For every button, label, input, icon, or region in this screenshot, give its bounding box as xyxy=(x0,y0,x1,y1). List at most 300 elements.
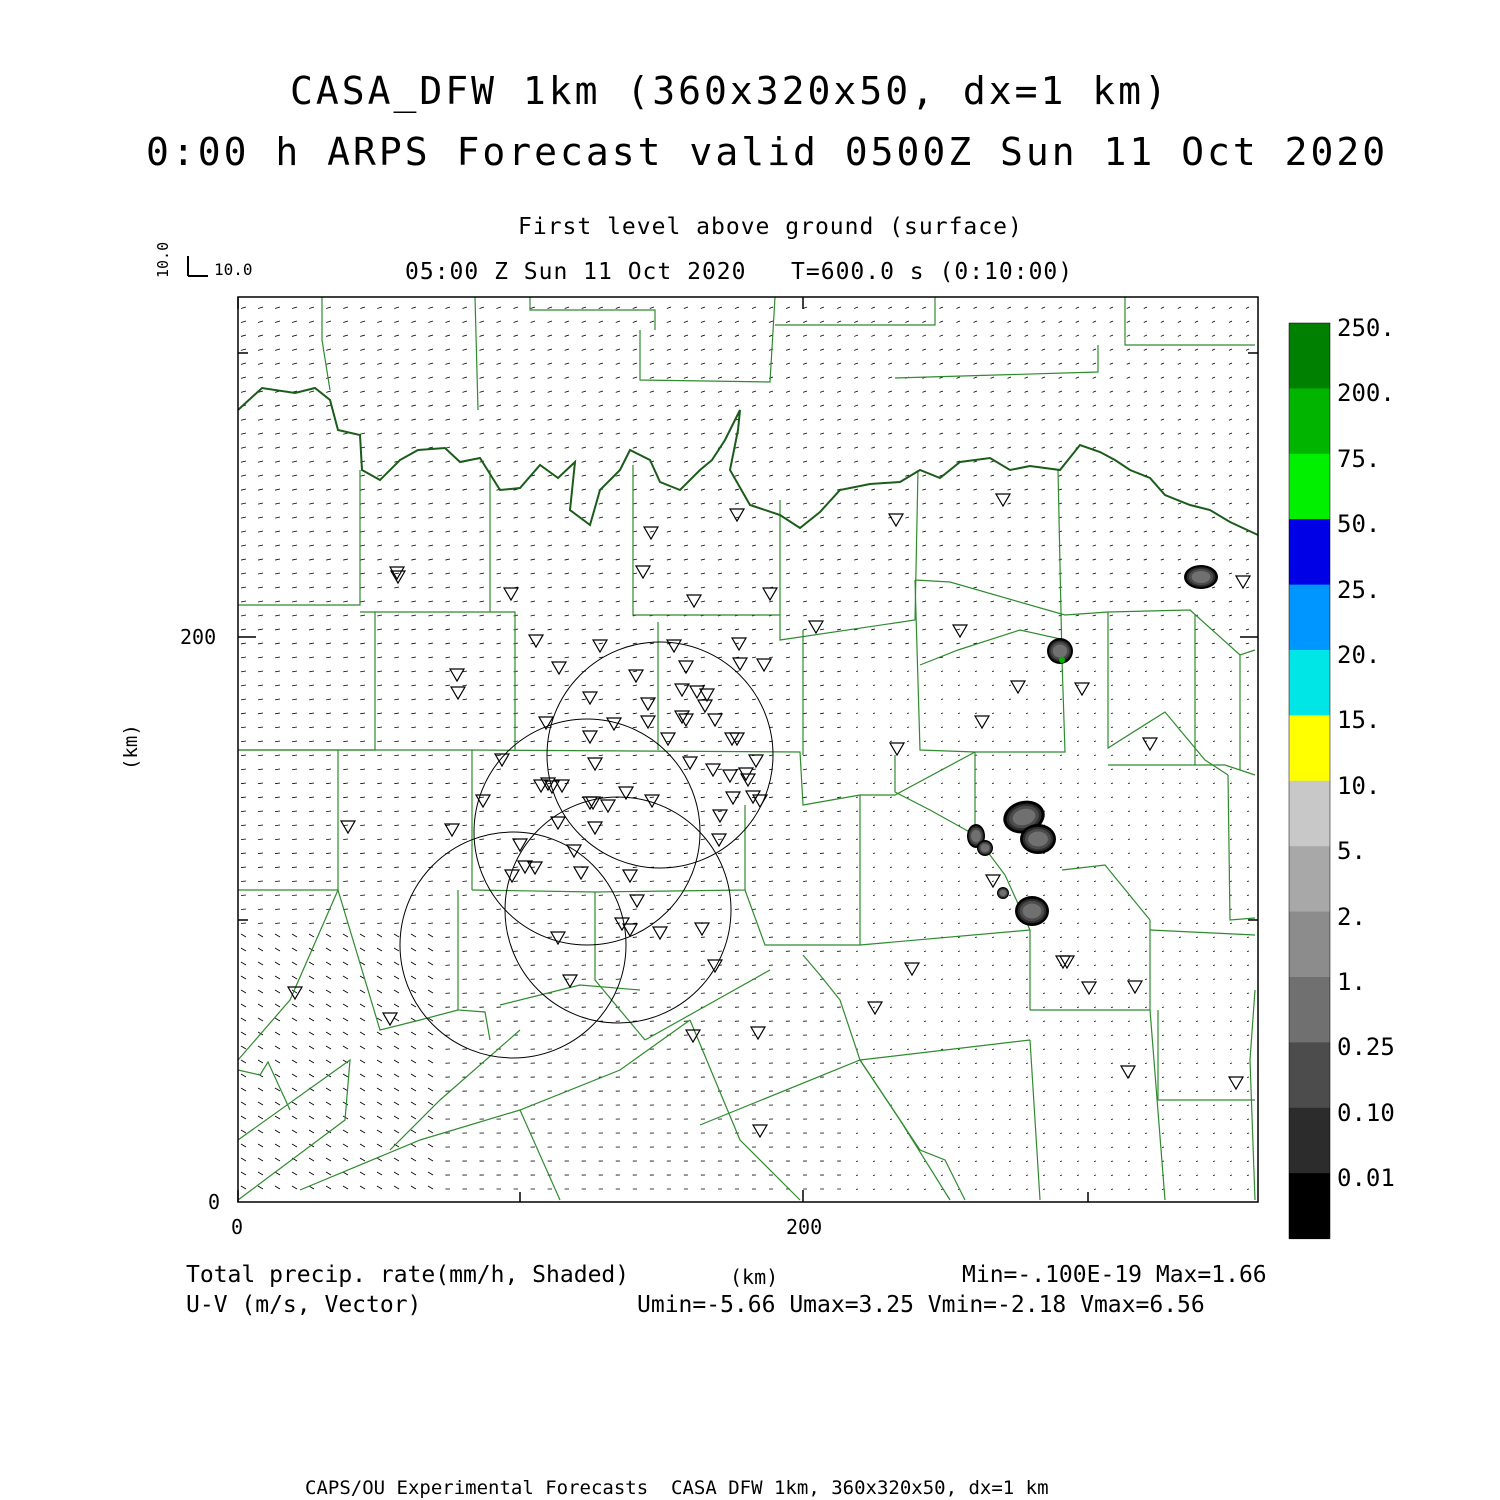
wind-vector xyxy=(292,685,297,686)
wind-vector xyxy=(1077,811,1079,812)
wind-vector xyxy=(924,993,926,994)
wind-vector xyxy=(1212,405,1215,406)
wind-vector xyxy=(992,951,994,952)
wind-vector xyxy=(258,307,263,308)
wind-vector xyxy=(1179,1021,1181,1022)
wind-vector xyxy=(975,1105,977,1106)
wind-vector xyxy=(1128,1091,1130,1092)
wind-vector xyxy=(582,699,586,700)
wind-vector xyxy=(803,377,807,378)
wind-vector xyxy=(1161,643,1164,644)
wind-vector xyxy=(343,433,348,434)
wind-vector xyxy=(958,797,960,798)
wind-vector xyxy=(565,769,569,770)
wind-vector xyxy=(958,727,960,728)
legend-field-precip: Total precip. rate(mm/h, Shaded) xyxy=(186,1262,630,1288)
wind-vector xyxy=(1196,867,1198,868)
wind-vector xyxy=(428,643,433,644)
wind-vector xyxy=(462,601,467,602)
wind-vector xyxy=(1246,559,1249,560)
wind-vector xyxy=(752,363,756,364)
wind-vector xyxy=(820,559,824,560)
wind-vector xyxy=(1128,951,1130,952)
wind-vector xyxy=(241,517,246,518)
wind-vector xyxy=(411,755,416,756)
wind-vector xyxy=(326,433,331,434)
wind-vector xyxy=(990,573,994,574)
wind-vector xyxy=(1179,811,1181,812)
wind-vector xyxy=(1128,1175,1130,1176)
wind-vector xyxy=(939,573,943,574)
wind-vector xyxy=(1042,461,1045,462)
wind-vector xyxy=(479,419,484,420)
wind-vector xyxy=(1059,391,1062,392)
wind-vector xyxy=(905,587,909,588)
wind-vector xyxy=(956,335,960,336)
wind-vector xyxy=(411,881,416,882)
wind-vector xyxy=(888,405,892,406)
wind-vector xyxy=(394,419,399,420)
wind-vector xyxy=(684,321,688,322)
wind-vector xyxy=(718,727,722,728)
wind-vector xyxy=(565,545,569,546)
wind-vector xyxy=(411,1004,416,1007)
wind-vector xyxy=(820,573,824,574)
wind-vector xyxy=(292,1004,297,1007)
wind-vector xyxy=(752,307,756,308)
wind-vector xyxy=(1246,307,1249,308)
wind-vector xyxy=(1094,1147,1096,1148)
wind-vector xyxy=(973,531,977,532)
wind-vector xyxy=(650,839,654,840)
wind-vector xyxy=(565,657,569,658)
wind-vector xyxy=(479,433,484,434)
wind-vector xyxy=(531,503,535,504)
wind-vector xyxy=(890,1035,892,1036)
wind-vector xyxy=(1127,517,1130,518)
station-marker xyxy=(1236,576,1250,588)
wind-vector xyxy=(1111,923,1113,924)
wind-vector xyxy=(905,419,909,420)
station-marker xyxy=(529,635,543,647)
wind-vector xyxy=(701,405,705,406)
wind-vector xyxy=(684,489,688,490)
wind-vector xyxy=(1144,391,1147,392)
wind-vector xyxy=(616,769,620,770)
wind-vector xyxy=(1009,1175,1011,1176)
wind-vector xyxy=(975,1021,977,1022)
station-marker xyxy=(732,638,746,650)
wind-vector xyxy=(873,965,875,966)
wind-vector xyxy=(871,573,875,574)
wind-vector xyxy=(1026,965,1028,966)
station-marker xyxy=(588,758,602,770)
wind-vector xyxy=(803,671,807,672)
wind-vector xyxy=(837,783,841,784)
wind-vector xyxy=(1230,853,1232,854)
wind-vector xyxy=(1230,713,1232,714)
wind-vector xyxy=(428,1060,433,1063)
wind-vector xyxy=(360,1116,365,1119)
wind-vector xyxy=(1196,1133,1198,1134)
wind-vector xyxy=(975,1147,977,1148)
wind-vector xyxy=(377,405,382,406)
wind-vector xyxy=(992,727,994,728)
wind-vector xyxy=(582,783,586,784)
wind-vector xyxy=(1162,979,1164,980)
wind-vector xyxy=(1026,993,1028,994)
wind-vector xyxy=(752,419,756,420)
wind-vector xyxy=(360,657,365,658)
wind-vector xyxy=(565,853,569,854)
wind-vector xyxy=(275,853,280,854)
wind-vector xyxy=(1026,727,1028,728)
wind-vector xyxy=(531,531,535,532)
wind-vector xyxy=(924,1091,926,1092)
wind-vector xyxy=(1110,643,1113,644)
wind-vector xyxy=(803,797,807,798)
wind-vector xyxy=(1162,1091,1164,1092)
wind-vector xyxy=(803,545,807,546)
wind-vector xyxy=(1128,685,1130,686)
wind-vector xyxy=(360,475,365,476)
wind-vector xyxy=(718,335,722,336)
wind-vector xyxy=(752,559,756,560)
wind-vector xyxy=(650,475,654,476)
wind-vector xyxy=(1212,447,1215,448)
wind-vector xyxy=(701,741,705,742)
wind-vector xyxy=(941,923,943,924)
wind-vector xyxy=(718,839,722,840)
wind-vector xyxy=(241,307,246,308)
wind-vector xyxy=(718,853,722,854)
wind-vector xyxy=(309,713,314,714)
wind-vector xyxy=(411,307,416,308)
wind-vector xyxy=(1093,531,1096,532)
wind-vector xyxy=(343,447,348,448)
wind-vector xyxy=(1213,769,1215,770)
wind-vector xyxy=(1229,489,1232,490)
wind-vector xyxy=(582,503,586,504)
wind-vector xyxy=(479,657,484,658)
wind-vector xyxy=(1247,1091,1249,1092)
wind-vector xyxy=(1111,1161,1113,1162)
wind-vector xyxy=(428,853,433,854)
wind-vector xyxy=(360,307,365,308)
wind-vector xyxy=(1026,783,1028,784)
wind-vector xyxy=(1162,881,1164,882)
wind-vector xyxy=(616,349,620,350)
wind-vector xyxy=(837,433,841,434)
wind-vector xyxy=(599,727,603,728)
wind-vector xyxy=(890,839,892,840)
wind-vector xyxy=(1093,405,1096,406)
county-line xyxy=(390,1030,520,1150)
wind-vector xyxy=(786,811,790,812)
wind-vector xyxy=(854,433,858,434)
wind-vector xyxy=(360,1018,365,1021)
wind-vector xyxy=(445,797,450,798)
wind-vector xyxy=(497,363,501,364)
county-line xyxy=(1030,1040,1040,1200)
subtitle-level: First level above ground (surface) xyxy=(518,214,1023,240)
wind-vector xyxy=(837,685,841,686)
wind-vector xyxy=(907,1077,909,1078)
wind-vector xyxy=(769,559,773,560)
wind-vector xyxy=(769,671,773,672)
wind-vector xyxy=(873,993,875,994)
wind-vector xyxy=(360,853,365,854)
wind-vector xyxy=(1111,909,1113,910)
wind-vector xyxy=(326,531,331,532)
wind-vector xyxy=(258,1186,263,1189)
wind-vector xyxy=(992,797,994,798)
wind-vector xyxy=(479,713,484,714)
wind-vector xyxy=(377,503,382,504)
wind-vector xyxy=(718,517,722,518)
wind-vector xyxy=(531,349,535,350)
wind-vector xyxy=(701,895,705,896)
wind-vector xyxy=(343,489,348,490)
wind-vector xyxy=(343,377,348,378)
wind-vector xyxy=(343,643,348,644)
wind-vector xyxy=(820,685,824,686)
wind-vector xyxy=(1094,671,1096,672)
wind-vector xyxy=(241,489,246,490)
wind-vector xyxy=(1213,1119,1215,1120)
wind-vector xyxy=(411,1172,416,1175)
wind-vector xyxy=(939,447,943,448)
wind-vector xyxy=(1060,1035,1062,1036)
wind-vector xyxy=(1178,503,1181,504)
wind-vector xyxy=(292,433,297,434)
wind-vector xyxy=(582,559,586,560)
wind-vector xyxy=(1127,391,1130,392)
wind-vector xyxy=(856,741,858,742)
wind-vector xyxy=(1247,1077,1249,1078)
wind-vector xyxy=(445,349,450,350)
wind-vector xyxy=(820,503,824,504)
wind-vector xyxy=(684,601,688,602)
wind-vector xyxy=(292,1102,297,1105)
wind-vector xyxy=(1025,363,1028,364)
wind-vector xyxy=(939,363,943,364)
wind-vector xyxy=(1230,1119,1232,1120)
wind-vector xyxy=(1127,573,1130,574)
wind-vector xyxy=(650,825,654,826)
wind-vector xyxy=(856,1007,858,1008)
wind-vector xyxy=(941,1119,943,1120)
wind-vector xyxy=(1111,741,1113,742)
wind-vector xyxy=(1094,895,1096,896)
wind-vector xyxy=(1008,475,1011,476)
wind-vector xyxy=(292,1032,297,1035)
wind-vector xyxy=(924,713,926,714)
wind-vector xyxy=(786,321,790,322)
wind-vector xyxy=(565,671,569,672)
wind-vector xyxy=(667,559,671,560)
wind-vector xyxy=(633,391,637,392)
wind-vector xyxy=(497,321,501,322)
wind-vector xyxy=(1230,685,1232,686)
station-marker xyxy=(687,595,701,607)
wind-vector xyxy=(326,321,331,322)
wind-vector xyxy=(241,1172,246,1175)
wind-vector xyxy=(309,990,314,993)
wind-vector xyxy=(394,934,399,937)
wind-vector xyxy=(907,909,909,910)
wind-vector xyxy=(428,1172,433,1175)
wind-vector xyxy=(922,419,926,420)
wind-vector xyxy=(462,895,467,896)
wind-vector xyxy=(275,1060,280,1063)
wind-vector xyxy=(992,965,994,966)
wind-vector xyxy=(873,741,875,742)
wind-vector xyxy=(1076,363,1079,364)
wind-vector xyxy=(462,335,467,336)
wind-vector xyxy=(1179,783,1181,784)
colorbar-segment xyxy=(1289,977,1330,1043)
wind-vector xyxy=(956,559,960,560)
wind-vector xyxy=(241,447,246,448)
wind-vector xyxy=(769,811,773,812)
wind-vector xyxy=(360,1060,365,1063)
wind-vector xyxy=(701,629,705,630)
wind-vector xyxy=(462,615,467,616)
wind-vector xyxy=(888,573,892,574)
wind-vector xyxy=(377,853,382,854)
wind-vector xyxy=(735,461,739,462)
wind-vector xyxy=(1161,629,1164,630)
wind-vector xyxy=(292,489,297,490)
wind-vector xyxy=(769,839,773,840)
wind-vector xyxy=(241,825,246,826)
wind-vector xyxy=(1230,1049,1232,1050)
wind-vector xyxy=(1060,1077,1062,1078)
wind-vector xyxy=(992,1021,994,1022)
wind-vector xyxy=(1111,1035,1113,1036)
wind-vector xyxy=(428,573,433,574)
wind-vector xyxy=(1059,489,1062,490)
wind-vector xyxy=(1195,601,1198,602)
wind-vector xyxy=(275,1046,280,1049)
county-line xyxy=(803,955,965,1200)
wind-vector xyxy=(1229,503,1232,504)
wind-vector xyxy=(1077,769,1079,770)
wind-vector xyxy=(1094,713,1096,714)
wind-vector xyxy=(292,545,297,546)
wind-vector xyxy=(1213,993,1215,994)
wind-vector xyxy=(1246,573,1249,574)
wind-vector xyxy=(326,727,331,728)
wind-vector xyxy=(292,629,297,630)
wind-vector xyxy=(735,755,739,756)
wind-vector xyxy=(718,545,722,546)
wind-vector xyxy=(803,461,807,462)
station-marker xyxy=(757,659,771,671)
wind-vector xyxy=(650,447,654,448)
wind-vector xyxy=(565,839,569,840)
wind-vector xyxy=(667,489,671,490)
wind-vector xyxy=(684,573,688,574)
wind-vector xyxy=(394,948,399,951)
wind-vector xyxy=(343,657,348,658)
wind-vector xyxy=(479,321,484,322)
wind-vector xyxy=(1247,895,1249,896)
wind-vector xyxy=(326,1172,331,1175)
wind-vector xyxy=(616,895,620,896)
wind-vector xyxy=(479,881,484,882)
wind-vector xyxy=(377,685,382,686)
wind-vector xyxy=(956,349,960,350)
wind-vector xyxy=(975,1091,977,1092)
wind-vector xyxy=(309,433,314,434)
wind-vector xyxy=(497,629,501,630)
wind-vector xyxy=(394,783,399,784)
wind-vector xyxy=(992,769,994,770)
wind-vector xyxy=(582,615,586,616)
wind-vector xyxy=(343,545,348,546)
wind-vector xyxy=(1145,1021,1147,1022)
wind-vector xyxy=(873,1189,875,1190)
wind-vector xyxy=(735,363,739,364)
wind-vector xyxy=(1111,1119,1113,1120)
wind-vector xyxy=(1195,335,1198,336)
wind-vector xyxy=(1076,475,1079,476)
wind-vector xyxy=(479,755,484,756)
wind-vector xyxy=(309,377,314,378)
wind-vector xyxy=(888,475,892,476)
wind-vector xyxy=(411,657,416,658)
wind-vector xyxy=(497,685,501,686)
wind-vector xyxy=(718,363,722,364)
wind-vector xyxy=(888,657,892,658)
wind-vector xyxy=(1145,811,1147,812)
wind-vector xyxy=(786,433,790,434)
wind-vector xyxy=(633,629,637,630)
wind-vector xyxy=(769,461,773,462)
wind-vector xyxy=(1077,923,1079,924)
wind-vector xyxy=(1111,755,1113,756)
wind-vector xyxy=(326,881,331,882)
wind-vector xyxy=(258,643,263,644)
wind-vector xyxy=(905,307,909,308)
wind-vector xyxy=(956,643,960,644)
wind-vector xyxy=(786,755,790,756)
wind-vector xyxy=(854,489,858,490)
wind-vector xyxy=(1162,769,1164,770)
wind-vector xyxy=(292,881,297,882)
colorbar-segment xyxy=(1289,781,1330,847)
wind-vector xyxy=(479,391,484,392)
wind-vector xyxy=(292,962,297,965)
precip-cell-core xyxy=(971,830,981,842)
wind-vector xyxy=(616,419,620,420)
wind-vector xyxy=(718,783,722,784)
wind-vector xyxy=(309,559,314,560)
wind-vector xyxy=(616,517,620,518)
wind-vector xyxy=(548,489,552,490)
wind-vector xyxy=(701,713,705,714)
wind-vector xyxy=(1077,1035,1079,1036)
wind-vector xyxy=(975,993,977,994)
wind-vector xyxy=(309,741,314,742)
wind-vector xyxy=(360,615,365,616)
wind-vector xyxy=(922,601,926,602)
wind-vector xyxy=(1008,377,1011,378)
wind-vector xyxy=(871,545,875,546)
wind-vector xyxy=(1144,601,1147,602)
